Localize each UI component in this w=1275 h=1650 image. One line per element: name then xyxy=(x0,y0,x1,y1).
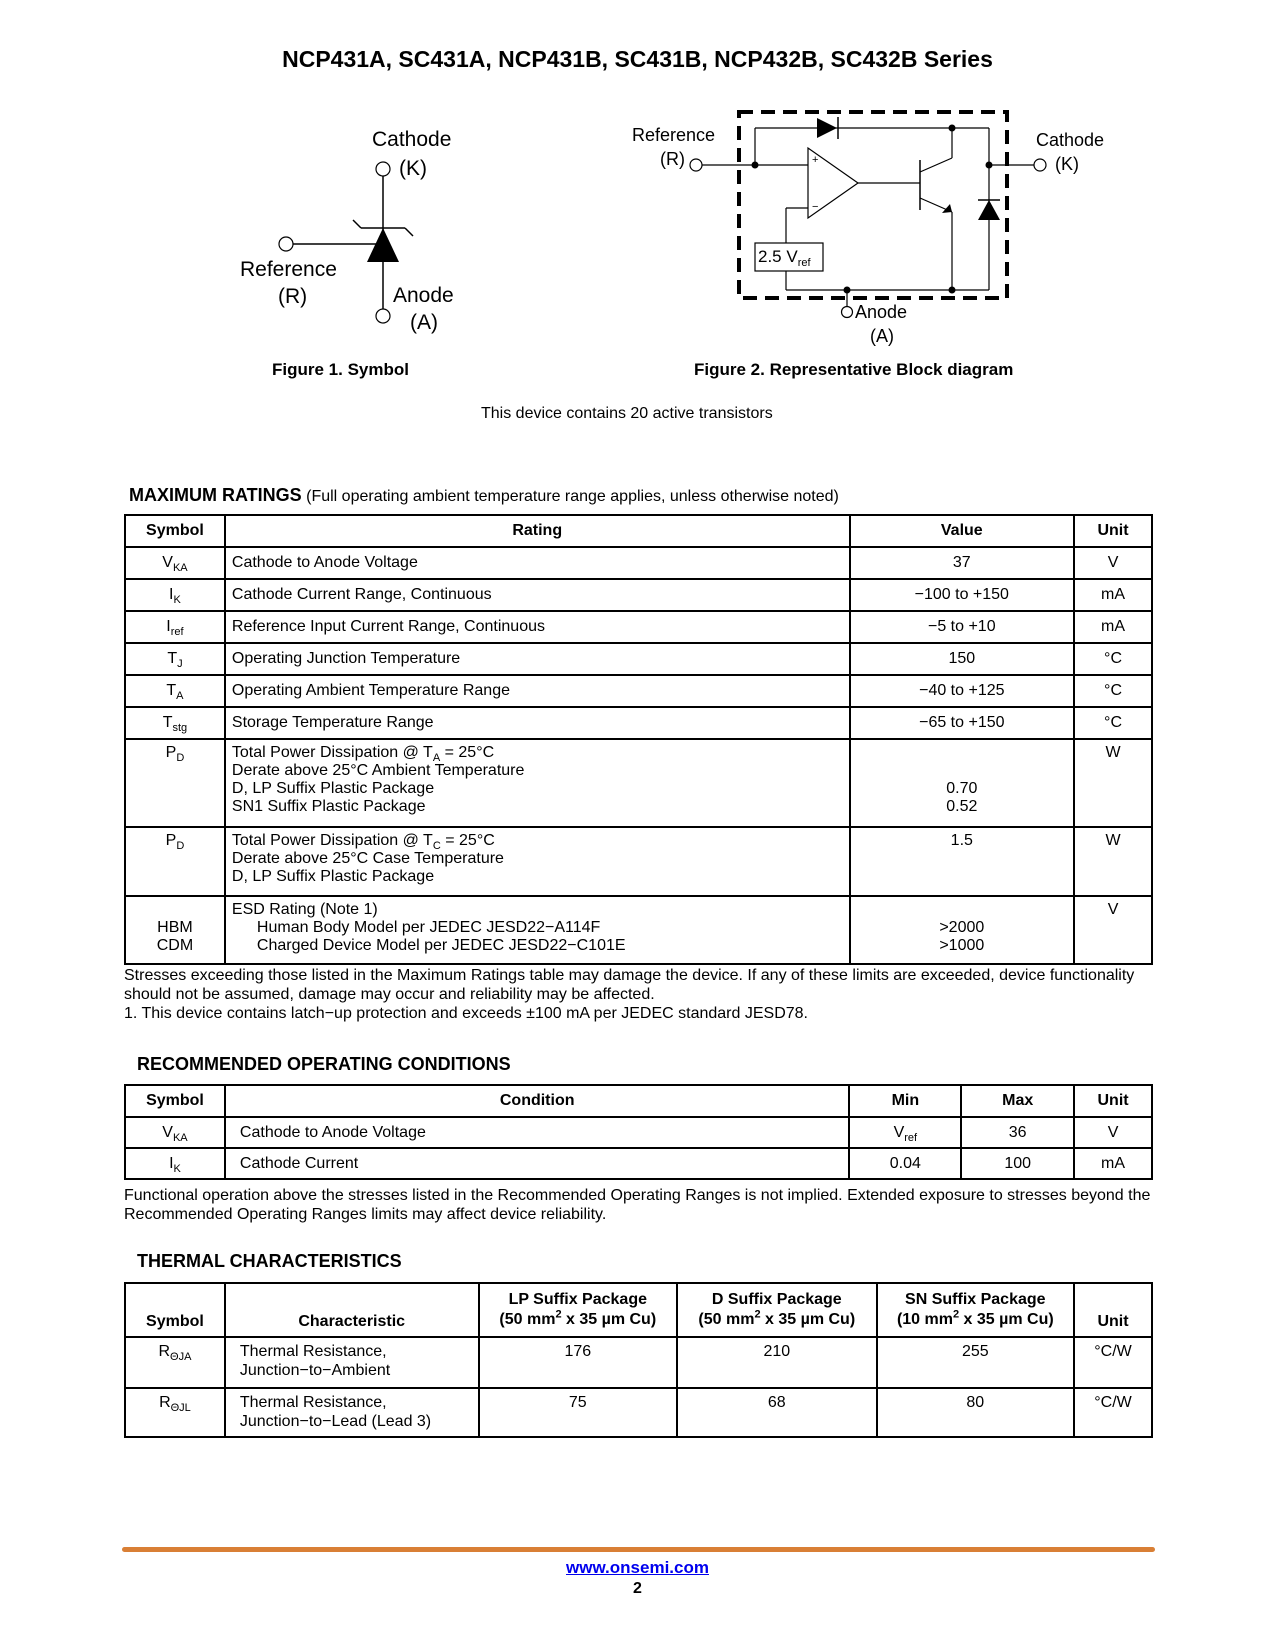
col-header: Unit xyxy=(1074,1085,1152,1117)
col-header: Symbol xyxy=(125,515,225,547)
col-header-lp: LP Suffix Package (50 $mm^2$ x 35 µm Cu) xyxy=(479,1283,678,1337)
col-header: Condition xyxy=(225,1085,850,1117)
table-row: $T_{stg}$ Storage Temperature Range −65 to +150 °C xyxy=(125,707,1152,739)
stress-note: Stresses exceeding those listed in the Maximum Ratings table may damage the device. If any of these limits are exceeded, device functionality should not be assumed, damage may occur and reliability may be affected. xyxy=(124,967,1135,1003)
col-header: Min xyxy=(849,1085,961,1117)
svg-text:−: − xyxy=(812,201,819,213)
fig2-anode-pin: (A) xyxy=(870,326,894,346)
fig1-cathode-pin: (K) xyxy=(399,157,427,180)
fig1-anode-label: Anode xyxy=(393,284,454,307)
col-header: Symbol xyxy=(125,1283,225,1337)
col-header: Max xyxy=(961,1085,1074,1117)
footnote-1: 1. This device contains latch−up protection and exceeds ±100 mA per JEDEC standard JESD78. xyxy=(124,1005,808,1022)
fig1-cathode-label: Cathode xyxy=(372,128,452,151)
footer-link-container xyxy=(0,1558,1275,1578)
vref-label: 2.5 $V_{ref}$ xyxy=(758,247,811,269)
fig2-cathode-pin: (K) xyxy=(1055,154,1079,174)
table-row: HBM CDM ESD Rating (Note 1) Human Body Model per JEDEC JESD22−A114F Charged Device Model per JEDEC JESD22−C101E >2000 >1000 V xyxy=(125,896,1152,964)
thermal-heading: THERMAL CHARACTERISTICS xyxy=(137,1251,402,1271)
table-row: $I_K$ Cathode Current 0.04 100 mA xyxy=(125,1148,1152,1179)
table-row: $P_D$ Total Power Dissipation @ $T_A = 25^\circ C$ Derate above 25°C Ambient Temperature D, LP Suffix Plastic Package SN1 Suffix Plastic Package 0.70 0.52 W xyxy=(125,739,1152,827)
fig2-anode-label: Anode xyxy=(855,302,908,322)
recommended-heading: RECOMMENDED OPERATING CONDITIONS xyxy=(137,1054,511,1074)
recommended-note: Functional operation above the stresses listed in the Recommended Operating Ranges is not implied. Extended exposure to stresses beyond the Recommended Operating Ranges limits may affect device reliability. xyxy=(124,1187,1151,1223)
fig2-cathode-label: Cathode xyxy=(1036,130,1105,150)
fig2-reference-pin: (R) xyxy=(660,149,685,169)
col-header: Characteristic xyxy=(225,1283,479,1337)
table-row: $T_A$ Operating Ambient Temperature Range −40 to +125 °C xyxy=(125,675,1152,707)
col-header: Rating xyxy=(225,515,850,547)
max-ratings-table xyxy=(124,514,1153,965)
table-row: $V_{KA}$ Cathode to Anode Voltage $V_{ref}$ 36 V xyxy=(125,1117,1152,1148)
table-row: $V_{KA}$ Cathode to Anode Voltage 37 V xyxy=(125,547,1152,579)
figure-1-symbol xyxy=(225,110,505,350)
onsemi-website-link[interactable]: www.onsemi.com xyxy=(566,1558,709,1577)
fig2-reference-label: Reference xyxy=(632,125,716,145)
page-number: 2 xyxy=(633,1580,642,1597)
table-row: $P_D$ Total Power Dissipation @ $T_C = 25^\circ C$ Derate above 25°C Case Temperature D, LP Suffix Plastic Package 1.5 W xyxy=(125,827,1152,896)
figure-1-caption: Figure 1. Symbol xyxy=(272,360,409,379)
thermal-table xyxy=(124,1282,1153,1438)
table-row: $R_{\Theta JL}$ Thermal Resistance, Junction−to−Lead (Lead 3) 75 68 80 °C/W xyxy=(125,1388,1152,1437)
col-header: Value xyxy=(850,515,1075,547)
transistor-count-note: This device contains 20 active transistors xyxy=(481,405,773,422)
col-header-d: D Suffix Package (50 $mm^2$ x 35 µm Cu) xyxy=(677,1283,877,1337)
col-header-sn: SN Suffix Package (10 $mm^2$ x 35 µm Cu) xyxy=(877,1283,1075,1337)
fig1-reference-label: Reference xyxy=(240,258,337,281)
table-row: $I_{ref}$ Reference Input Current Range, Continuous −5 to +10 mA xyxy=(125,611,1152,643)
svg-text:+: + xyxy=(812,154,819,166)
recommended-table xyxy=(124,1084,1153,1180)
page-title: NCP431A, SC431A, NCP431B, SC431B, NCP432B, SC432B Series xyxy=(282,46,993,72)
col-header: Unit xyxy=(1074,1283,1152,1337)
table-row: $T_J$ Operating Junction Temperature 150 °C xyxy=(125,643,1152,675)
fig1-reference-pin: (R) xyxy=(278,285,308,308)
col-header: Unit xyxy=(1074,515,1152,547)
footer-rule xyxy=(122,1547,1155,1552)
col-header: Symbol xyxy=(125,1085,225,1117)
figure-2-block-diagram xyxy=(620,100,1120,350)
max-ratings-heading: MAXIMUM RATINGS (Full operating ambient temperature range applies, unless otherwise noted) xyxy=(129,485,839,505)
table-row: $I_K$ Cathode Current Range, Continuous −100 to +150 mA xyxy=(125,579,1152,611)
figure-2-caption: Figure 2. Representative Block diagram xyxy=(694,360,1014,379)
fig1-anode-pin: (A) xyxy=(410,311,438,334)
shunt-regulator-symbol-icon xyxy=(225,110,505,350)
table-row: $R_{\Theta JA}$ Thermal Resistance, Junction−to−Ambient 176 210 255 °C/W xyxy=(125,1337,1152,1388)
